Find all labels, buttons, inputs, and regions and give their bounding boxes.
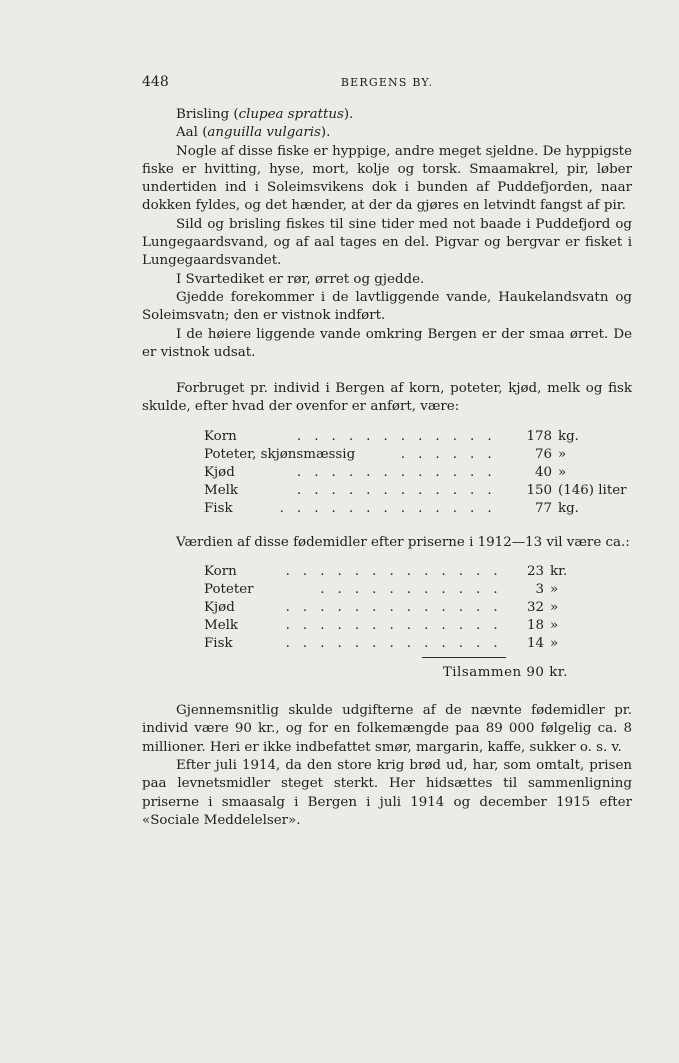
paragraph: Forbruget pr. individ i Bergen af korn, poteter, kjød, melk og fisk skulde, efter hvad der ovenfor er anført, være: xyxy=(142,381,632,415)
row-unit: (146) liter xyxy=(558,482,627,498)
row-amount: 18 xyxy=(526,618,544,634)
paragraph: Nogle af disse fiske er hyppige, andre meget sjeldne. De hyppigste fiske er hvitting, hyse, mort, kolje og torsk. Smaamakrel, pir, løber undertiden ind i Soleimsvikens dok i bunden af Puddefjorden, naar dokken fyldes, og det hænder, at der da gjøres en letvindt fangst af pir. xyxy=(142,143,632,214)
row-label: Poteter, skjønsmæssig xyxy=(204,446,356,462)
leader-dots: . . . . . . . . . . . . xyxy=(296,464,496,480)
species-brisling: Brisling (clupea sprattus). xyxy=(176,107,354,122)
row-label: Korn xyxy=(204,564,237,580)
row-unit: » xyxy=(550,600,559,616)
consumption-table xyxy=(204,428,627,518)
row-amount: 150 xyxy=(526,482,552,498)
leader-dots: . . . . . . . . . . . . . xyxy=(285,618,502,634)
row-label: Korn xyxy=(204,428,237,444)
row-amount: 178 xyxy=(526,428,552,444)
leader-dots: . . . . . . . . . . . . . xyxy=(285,564,502,580)
species-aal: Aal (anguilla vulgaris). xyxy=(176,125,331,141)
row-amount: 77 xyxy=(534,500,552,516)
paragraph: I de høiere liggende vande omkring Bergen er der smaa ørret. De er vistnok udsat. xyxy=(142,326,632,360)
row-amount: 32 xyxy=(526,600,544,616)
row-label: Fisk xyxy=(204,636,233,652)
values-table xyxy=(204,563,574,653)
table-row xyxy=(204,428,579,446)
leader-dots: . . . . . . . . . . . . . xyxy=(285,636,502,652)
paragraph: I Svartediket er rør, ørret og gjedde. xyxy=(176,271,425,287)
row-unit: » xyxy=(558,446,567,462)
table-row xyxy=(204,581,574,599)
row-amount: 40 xyxy=(534,464,552,480)
sum-rule xyxy=(422,657,506,658)
row-label: Kjød xyxy=(204,464,235,480)
row-unit: kg. xyxy=(558,500,579,516)
page-header xyxy=(142,74,632,94)
row-label: Fisk xyxy=(204,500,233,516)
paragraph: Sild og brisling fiskes til sine tider med not baade i Puddefjord og Lungegaardsvand, og af aal tages en del. Pigvar og bergvar er fisket i Lungegaardsvandet. xyxy=(142,216,632,269)
row-label: Melk xyxy=(204,618,239,634)
row-unit: » xyxy=(550,636,559,652)
table-row xyxy=(204,446,574,464)
row-label: Melk xyxy=(204,482,239,498)
row-unit: » xyxy=(558,464,567,480)
row-label: Kjød xyxy=(204,600,235,616)
leader-dots: . . . . . . . . . . . . . xyxy=(285,600,502,616)
running-title: BERGENS BY. xyxy=(340,76,434,89)
table-row xyxy=(204,563,574,581)
row-amount: 23 xyxy=(526,564,544,580)
paragraph: Gjedde forekommer i de lavtliggende vande, Haukelandsvatn og Soleimsvatn; den er vistnok indført. xyxy=(142,289,632,324)
row-label: Poteter xyxy=(204,582,254,598)
row-unit: » xyxy=(550,582,559,598)
row-unit: kr. xyxy=(550,564,568,580)
row-unit: kg. xyxy=(558,428,579,444)
leader-dots: . . . . . . . . . . . xyxy=(320,582,502,598)
paragraph: Gjennemsnitlig skulde udgifterne af de nævnte fødemidler pr. individ være 90 kr., og for en folkemængde paa 89 000 følgelig ca. 8 millioner. Heri er ikke indbefattet smør, margarin, kaffe, sukker o. s. v. xyxy=(142,703,632,755)
row-amount: 76 xyxy=(534,446,552,462)
table-row xyxy=(204,464,574,482)
leader-dots: . . . . . . . . . . . . . xyxy=(279,500,496,516)
body-text xyxy=(142,106,632,830)
row-unit: » xyxy=(550,618,559,634)
leader-dots: . . . . . . . . . . . . xyxy=(296,428,496,444)
total-line: Tilsammen 90 kr. xyxy=(442,665,568,681)
row-amount: 3 xyxy=(535,582,544,598)
table-row xyxy=(204,599,574,617)
row-amount: 14 xyxy=(526,636,544,652)
table-row xyxy=(204,635,574,653)
table-row xyxy=(204,482,627,500)
paragraph: Efter juli 1914, da den store krig brød ud, har, som omtalt, prisen paa levnetsmidler steget sterkt. Her hidsættes til sammenligning priserne i smaasalg i Bergen i juli 1914 og december 1915 efter «Sociale Meddelelser». xyxy=(142,757,632,828)
table-row xyxy=(204,500,579,518)
paragraph: Værdien af disse fødemidler efter priserne i 1912—13 vil være ca.: xyxy=(176,534,630,550)
leader-dots: . . . . . . xyxy=(400,446,496,462)
page-number: 448 xyxy=(142,74,169,90)
table-row xyxy=(204,617,574,635)
leader-dots: . . . . . . . . . . . . xyxy=(296,482,496,498)
